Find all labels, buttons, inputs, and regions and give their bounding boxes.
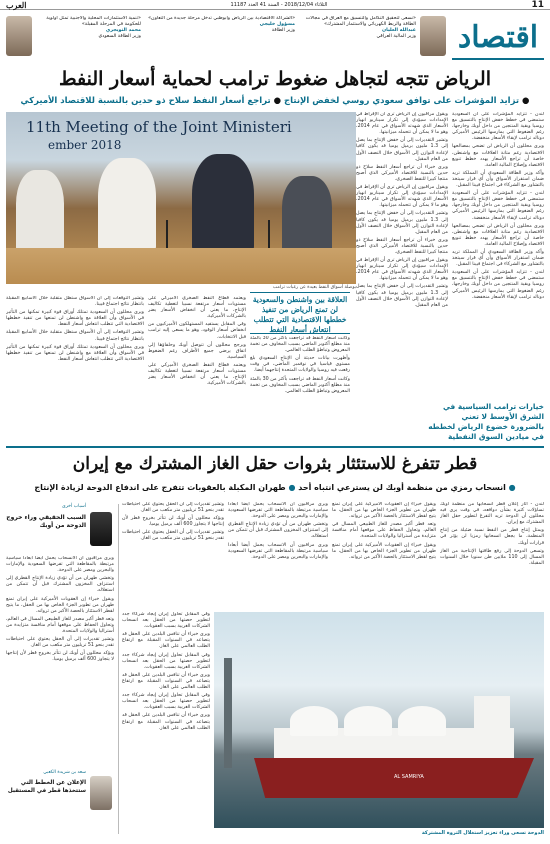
- story2-column-5: [122, 612, 210, 838]
- paragraph: وتشير تقديرات إلى أن الحقل يحتوي على احتياطات تقدر بنحو 51 تريليون متر مكعب من الغاز.: [122, 502, 224, 514]
- columnist-quote-2: [145, 16, 295, 60]
- paragraph: ويقول خبراء إن العقوبات الأميركية على إيران تمنع طهران من تطوير الجزء الخاص بها من الحقل، ما يتيح لقطر الاستئثار بالحصة الأكبر من ثرواته.: [332, 542, 436, 560]
- story1-column-5: [6, 296, 144, 444]
- side-subhead: خيارات ترامب السياسية في الشرق الأوسط لا تعني بالضرورة خضوع الرياض لخططه في ميادين السوق النفطية: [428, 402, 544, 441]
- gas-tank: [398, 706, 446, 736]
- subhead-2: تراجع أسعار النفط سلاح ذو حدين بالنسبة للاقتصاد الأميركي: [20, 96, 271, 106]
- story2-column-2: [332, 502, 436, 610]
- paragraph: ويرى مراقبون أن الانسحاب يحمل أيضا أبعادا سياسية مرتبطة بالمقاطعة التي تفرضها السعودية والإمارات والبحرين ومصر على الدوحة.: [228, 502, 328, 520]
- quote-text: «تنمية الاستثمارات المحلية والأجنبية تمثل أولوية للحكومة في المرحلة المقبلة»: [46, 16, 141, 27]
- ministerial-meeting-photo: [6, 112, 356, 284]
- columnist-quote-3: [6, 16, 141, 60]
- page-topbar: [0, 0, 550, 10]
- paragraph: ويؤكد محللون أن أوبك لن تتأثر بخروج قطر لأن إنتاجها لا يتجاوز 600 ألف برميل يوميا.: [122, 516, 224, 528]
- paragraph: وفي المقابل تحاول إيران إيجاد شركاء جدد لتطوير حصتها من الحقل بعد انسحاب الشركات الغربية بسبب العقوبات.: [122, 693, 210, 711]
- paragraph: وتشير التوقعات إلى أن الأسواق ستظل متقلبة خلال الأسابيع المقبلة بانتظار نتائج اجتماع فيينا.: [6, 330, 144, 342]
- lng-tanker-photo: [214, 612, 544, 828]
- sidebar2-title[interactable]: الإعلان عن الخطط التي ستتخذها قطر في المستقبل: [7, 780, 86, 794]
- main-headline[interactable]: الرياض تتجه لتجاهل ضغوط ترامب لحماية أسعار النفط: [58, 68, 491, 90]
- sidebar-kicker: أسباب أخرى: [62, 504, 86, 509]
- story-divider: [6, 446, 544, 448]
- gas-tank: [290, 706, 338, 736]
- paragraph: وفي المقابل تحاول إيران إيجاد شركاء جدد لتطوير حصتها من الحقل بعد انسحاب الشركات الغربية بسبب العقوبات.: [122, 652, 210, 670]
- paragraph: وكانت أسعار النفط قد تراجعت بأكثر من 30 بالمئة منذ مطلع أكتوبر الماضي بسبب المخاوف من تخمة المعروض وتباطؤ الطلب العالمي.: [250, 336, 350, 354]
- bullet-icon: ●: [505, 483, 516, 492]
- paragraph: ويرى خبراء أن تراجع أسعار النفط سلاح ذو حدين بالنسبة للاقتصاد الأميركي الذي أصبح منتجا كبيرا للنفط الصخري.: [356, 237, 448, 255]
- paragraph: لندن - أثار إعلان قطر انسحابها من منظمة أوبك تساؤلات كثيرة بشأن دوافعه، في وقت يرى فيه محللون أن الدوحة تريد التفرغ لتطوير حقل الغاز المشترك مع إيران.: [440, 502, 544, 526]
- paragraph: ويعتمد قطاع النفط الصخري الأميركي على مستويات أسعار مرتفعة نسبيا لتغطية تكاليف الإنتاج، ما يعني أن انخفاض الأسعار يضر بالشركات الأميركية.: [148, 362, 246, 387]
- newspaper-logo: العرب: [6, 0, 27, 10]
- story1-column-2: [356, 112, 448, 444]
- avatar: [90, 776, 112, 810]
- bullet-icon: ●: [285, 483, 296, 492]
- paragraph: ويرجح محللون أن تتوصل أوبك وحلفاؤها إلى اتفاق يرضي جميع الأطراف رغم الضغوط السياسية.: [148, 342, 246, 360]
- paragraph: وتخشى طهران من أن تؤدي زيادة الإنتاج القطري إلى استنزاف المخزون المشترك قبل أن تتمكن من استغلاله.: [228, 522, 328, 540]
- paragraph: لندن - تتزايد المؤشرات على أن السعودية ستمضي في خطط خفض الإنتاج بالتنسيق مع روسيا وبقية المنتجين من داخل أوبك وخارجها، رغم الضغوط التي يمارسها الرئيس الأميركي دونالد ترامب لإبقاء الأسعار منخفضة.: [452, 112, 544, 142]
- quote-role: وزير المالية العراقي: [376, 34, 416, 39]
- paragraph: ويعتمد قطاع النفط الصخري الأميركي على مستويات أسعار مرتفعة نسبيا لتغطية تكاليف الإنتاج، ما يعني أن انخفاض الأسعار يضر بالشركات الأميركية.: [148, 296, 246, 320]
- paragraph: ويرى خبراء أن تنافس البلدين على الحقل قد يتصاعد في السنوات المقبلة مع ارتفاع الطلب العالمي على الغاز.: [122, 672, 210, 691]
- avatar: [90, 512, 112, 546]
- pull-quote: العلاقة بين واشنطن والسعودية لن تمنع الرياض من تنفيذ خططها الاقتصادية التي تتطلب انتعاش أسعار النفط: [250, 292, 350, 334]
- story1-column-4: [250, 336, 350, 444]
- paragraph: ويقول خبراء إن العقوبات الأميركية على إيران تمنع طهران من تطوير الجزء الخاص بها من الحقل، ما يتيح لقطر الاستئثار بالحصة الأكبر من ثرواته.: [332, 502, 436, 520]
- quote-author: عبدالله العليان: [382, 28, 416, 33]
- ship-name: AL SAMRIYA: [394, 774, 424, 780]
- photo-caption: بوصلة أسواق النفط بعيدة عن رغبات ترامب: [272, 285, 356, 290]
- bullet-icon: ●: [270, 96, 282, 106]
- paragraph: ويقول مراقبون إن الرياض ترى أن الإفراط في الإمدادات سيؤدي إلى تكرار سيناريو انهيار الأسعار الذي شهدته الأسواق في عام 2014، وهو ما لا يمكن أن تتحمله ميزانيتها.: [356, 185, 448, 209]
- microphone-icon: [166, 220, 168, 250]
- paragraph: وفي المقابل يستفيد المستهلكون الأميركيون من انخفاض أسعار الوقود، وهو ما يسعى إليه ترامب قبل الانتخابات.: [148, 322, 246, 340]
- paragraph: ويرى محللون أن السعودية تمتلك أوراق قوة كبيرة تمكنها من التأثير في الأسواق وأن العلاقة مع واشنطن لن تمنعها من تنفيذ خططها الاقتصادية التي تتطلب انتعاش أسعار النفط.: [6, 344, 144, 362]
- paragraph: ويقول خبراء إن العقوبات الأميركية على إيران تمنع طهران من تطوير الجزء الخاص بها من الحقل، ما يتيح لقطر الاستئثار بالحصة الأكبر من ثرواته.: [6, 596, 114, 614]
- story2-column-4: [122, 502, 224, 610]
- paragraph: ويرى خبراء أن تراجع أسعار النفط سلاح ذو حدين بالنسبة للاقتصاد الأميركي الذي أصبح منتجا كبيرا للنفط الصخري.: [356, 164, 448, 182]
- paragraph: وتخشى طهران من أن تؤدي زيادة الإنتاج القطري إلى استنزاف المخزون المشترك قبل أن تتمكن من استغلاله.: [6, 576, 114, 594]
- paragraph: وكانت أسعار النفط قد تراجعت بأكثر من 30 بالمئة منذ مطلع أكتوبر الماضي بسبب المخاوف من تخمة المعروض وتباطؤ الطلب العالمي.: [250, 376, 350, 394]
- columnist-quote-1: [301, 16, 446, 60]
- sidebar-divider: [118, 504, 119, 834]
- quote-author: مسؤول خليجي: [259, 22, 295, 27]
- paragraph: ويرى خبراء أن تنافس البلدين على الحقل قد يتصاعد في السنوات المقبلة مع ارتفاع الطلب العالمي على الغاز.: [122, 632, 210, 650]
- paragraph: ويؤكد محللون أن أوبك لن تتأثر بخروج قطر لأن إنتاجها لا يتجاوز 600 ألف برميل يوميا.: [6, 651, 114, 663]
- main-subheads: [6, 93, 544, 109]
- subhead-1: انسحاب رمزي من منظمة أوبك لن يسترعي انتباه أحد: [298, 483, 506, 492]
- paragraph: ويرى محللون أن الرياض لن تضحي بمصالحها الاقتصادية رغم متانة العلاقات مع واشنطن، خاصة أن تراجع الأسعار يهدد خطط تنويع الاقتصاد وإصلاح المالية العامة.: [452, 223, 544, 247]
- story2-headline[interactable]: قطر تتفرغ للاستئثار بثروات حقل الغاز المشترك مع إيران: [72, 454, 478, 474]
- paragraph: ويرى محللون أن الرياض لن تضحي بمصالحها الاقتصادية رغم متانة العلاقات مع واشنطن، خاصة أن تراجع الأسعار يهدد خطط تنويع الاقتصاد وإصلاح المالية العامة.: [452, 144, 544, 168]
- paragraph: ويرى خبراء أن تنافس البلدين على الحقل قد يتصاعد في السنوات المقبلة مع ارتفاع الطلب العالمي على الغاز.: [122, 713, 210, 731]
- paragraph: وفي المقابل تحاول إيران إيجاد شركاء جدد لتطوير حصتها من الحقل بعد انسحاب الشركات الغربية بسبب العقوبات.: [122, 612, 210, 630]
- page-number: 11: [531, 0, 544, 10]
- person-figure: [282, 176, 332, 254]
- paragraph: وتعد قطر أكبر مصدر للغاز الطبيعي المسال في العالم، وتحاول الحفاظ على موقعها أمام منافسة متزايدة من أستراليا والولايات المتحدة.: [332, 522, 436, 540]
- gas-tank: [344, 706, 392, 736]
- paragraph: ويقول مراقبون إن الرياض ترى أن الإفراط في الإمدادات سيؤدي إلى تكرار سيناريو انهيار الأسعار الذي شهدته الأسواق في عام 2014، وهو ما لا يمكن أن تتحمله ميزانيتها.: [356, 112, 448, 136]
- quote-role: وزير الطاقة السعودي: [98, 34, 141, 39]
- subhead-1: تزايد المؤشرات على توافق سعودي روسي لخفض الإنتاج: [284, 96, 520, 106]
- person-figure: [98, 158, 156, 254]
- crane: [224, 658, 232, 768]
- subhead-2: طهران المكبلة بالعقوبات تتفرج على اندفاع الدوحة لزيادة الإنتاج: [34, 483, 286, 492]
- story2-subheads: [6, 479, 544, 497]
- bullet-icon: ●: [519, 96, 530, 106]
- masthead: [0, 12, 550, 64]
- paragraph: لندن - تتزايد المؤشرات على أن السعودية ستمضي في خطط خفض الإنتاج بالتنسيق مع روسيا وبقية المنتجين من داخل أوبك وخارجها، رغم الضغوط التي يمارسها الرئيس الأميركي دونالد ترامب لإبقاء الأسعار منخفضة.: [452, 270, 544, 300]
- story2-column-1: [440, 502, 544, 610]
- paragraph: ويرى مراقبون أن الانسحاب يحمل أيضا أبعادا سياسية مرتبطة بالمقاطعة التي تفرضها السعودية والإمارات والبحرين ومصر على الدوحة.: [228, 542, 328, 560]
- quote-text: «نسعى لتحقيق التكامل والتنسيق مع العراق في مجالات الطاقة والربط الكهربائي والاستثمار المشترك»: [305, 16, 416, 27]
- paragraph: وتشير التقديرات إلى أن خفض الإنتاج بما يصل إلى 1.3 مليون برميل يوميا قد يكون كافيا لإعادة التوازن إلى الأسواق خلال النصف الأول من العام المقبل.: [356, 284, 448, 308]
- quote-author: محمد التويجري: [105, 28, 141, 33]
- sidebar-title[interactable]: السبب الحقيقي وراء خروج الدوحة من أوبك: [6, 514, 86, 529]
- quote-role: وزير الطاقة: [271, 28, 295, 33]
- photo-banner-text: 11th Meeting of the Joint Ministeri: [26, 118, 292, 136]
- person-figure: [16, 170, 64, 254]
- story2-column-3: [228, 502, 328, 610]
- paragraph: وأكد وزير الطاقة السعودي أن المملكة تريد ضمان استقرار الأسواق وأن أي قرار سيتخذ بالتشاور مع الشركاء في اجتماع فيينا المقبل.: [452, 170, 544, 189]
- paragraph: وأظهرت بيانات حديثة أن الإنتاج السعودي بلغ مستوى قياسيا في نوفمبر الماضي، في وقت رفعت فيه روسيا والولايات المتحدة إنتاجهما أيضا.: [250, 356, 350, 374]
- paragraph: لندن - تتزايد المؤشرات على أن السعودية ستمضي في خطط خفض الإنتاج بالتنسيق مع روسيا وبقية المنتجين من داخل أوبك وخارجها، رغم الضغوط التي يمارسها الرئيس الأميركي دونالد ترامب لإبقاء الأسعار منخفضة.: [452, 191, 544, 221]
- sidebar-body: [6, 556, 114, 766]
- story1-column-1: [452, 112, 544, 400]
- paragraph: ويقول مراقبون إن الرياض ترى أن الإفراط في الإمدادات سيؤدي إلى تكرار سيناريو انهيار الأسعار الذي شهدته الأسواق في عام 2014، وهو ما لا يمكن أن تتحمله ميزانيتها.: [356, 258, 448, 282]
- date-line: الثلاثاء 2018/12/04 - السنة 41 العدد 11187: [230, 1, 328, 8]
- paragraph: وتشير التوقعات إلى أن الأسواق ستظل متقلبة خلال الأسابيع المقبلة بانتظار نتائج اجتماع فيينا.: [6, 296, 144, 308]
- paragraph: ويرى مراقبون أن الانسحاب يحمل أيضا أبعادا سياسية مرتبطة بالمقاطعة التي تفرضها السعودية والإمارات والبحرين ومصر على الدوحة.: [6, 556, 114, 574]
- story1-column-3: [148, 296, 246, 444]
- microphone-icon: [268, 220, 270, 250]
- sidebar2-kicker: سعد بن شريدة الكعبي: [43, 770, 86, 775]
- paragraph: ويمثل إنتاج قطر من النفط نسبة ضئيلة من إنتاج المنظمة، ما يجعل انسحابها رمزيا لن يؤثر في قرارات أوبك.: [440, 528, 544, 546]
- ship-bridge: [474, 696, 510, 736]
- conference-table: [6, 248, 356, 284]
- ship-caption: الدوحة تسعى وراء تعزيز استغلال الثروة المشتركة: [421, 830, 544, 836]
- paragraph: وتسعى الدوحة إلى رفع طاقتها الإنتاجية من الغاز المسال إلى 110 ملايين طن سنويا خلال السنوات المقبلة.: [440, 548, 544, 566]
- paragraph: وتشير تقديرات إلى أن الحقل يحتوي على احتياطات تقدر بنحو 51 تريليون متر مكعب من الغاز.: [122, 530, 224, 542]
- avatar: [420, 16, 446, 56]
- paragraph: وتعد قطر أكبر مصدر للغاز الطبيعي المسال في العالم، وتحاول الحفاظ على موقعها أمام منافسة متزايدة من أستراليا والولايات المتحدة.: [6, 616, 114, 635]
- photo-banner-date: ember 2018: [48, 138, 122, 152]
- paragraph: وتشير التقديرات إلى أن خفض الإنتاج بما يصل إلى 1.3 مليون برميل يوميا قد يكون كافيا لإعادة التوازن إلى الأسواق خلال النصف الأول من العام المقبل.: [356, 211, 448, 235]
- paragraph: ويرى محللون أن السعودية تمتلك أوراق قوة كبيرة تمكنها من التأثير في الأسواق وأن العلاقة مع واشنطن لن تمنعها من تنفيذ خططها الاقتصادية التي تتطلب انتعاش أسعار النفط.: [6, 310, 144, 328]
- paragraph: وتشير التقديرات إلى أن خفض الإنتاج بما يصل إلى 1.3 مليون برميل يوميا قد يكون كافيا لإعادة التوازن إلى الأسواق خلال النصف الأول من العام المقبل.: [356, 138, 448, 162]
- quote-text: «الشراكة الاقتصادية بين الرياض وأبوظبي تدخل مرحلة جديدة من التعاون»: [148, 16, 295, 21]
- paragraph: وتشير تقديرات إلى أن الحقل يحتوي على احتياطات تقدر بنحو 51 تريليون متر مكعب من الغاز.: [6, 637, 114, 649]
- avatar: [6, 16, 32, 56]
- section-title: اقتصاد: [452, 16, 544, 60]
- person-figure: [192, 154, 254, 254]
- paragraph: وأكد وزير الطاقة السعودي أن المملكة تريد ضمان استقرار الأسواق وأن أي قرار سيتخذ بالتشاور مع الشركاء في اجتماع فيينا المقبل.: [452, 249, 544, 268]
